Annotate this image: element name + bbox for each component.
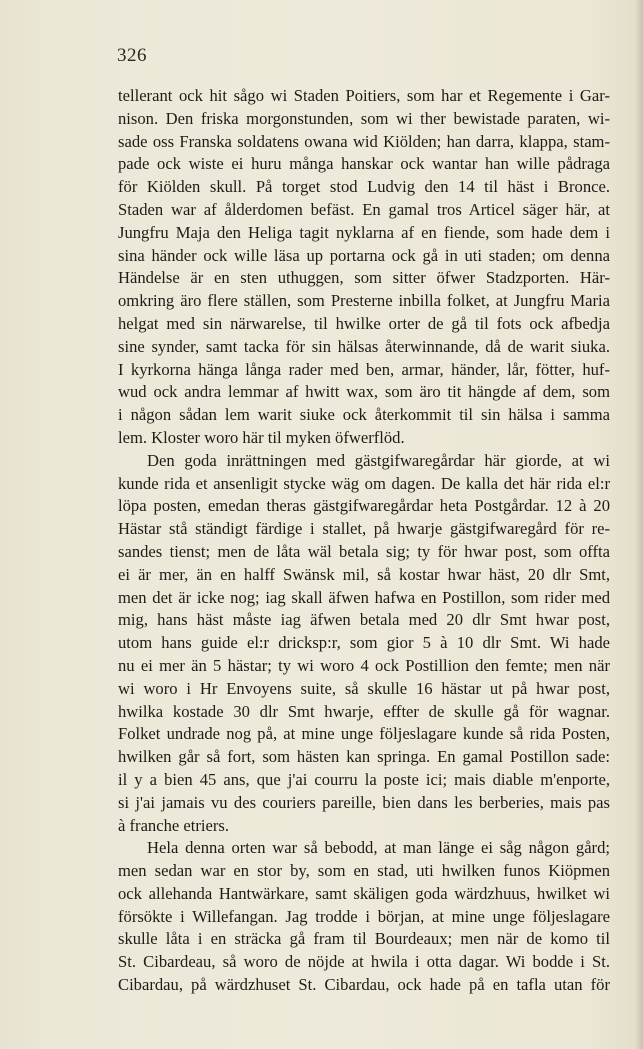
text-line: försökte i Willefangan. Jag trodde i början, at mine unge följeslagare [118, 906, 610, 926]
text-line: hwilka kostade 30 dlr Smt hwarje, effter de skulle gå för wagnar. [118, 701, 610, 721]
text-line: si j'ai jamais vu des couriers pareille, bien dans les berberies, mais pas [118, 792, 610, 812]
text-line: Jungfru Maja den Heliga tagit nyklarna af en fiende, som hade dem i [118, 222, 610, 242]
text-line: utom hans guide el:r dricksp:r, som gior 5 à 10 dlr Smt. Wi hade [118, 633, 610, 653]
text-line: wud ock andra lemmar af hwitt wax, som äro tit hängde af dem, som [118, 382, 610, 402]
text-line: men det är icke nog; iag skall äfwen hafwa en Postillon, som rider med [118, 587, 610, 607]
text-line: kunde rida et ansenligit stycke wäg om dagen. De kalla det här rida el:r [118, 473, 610, 493]
text-line: löpa posten, emedan theras gästgifwaregårdar heta Postgårdar. 12 à 20 [118, 496, 610, 516]
page-edge-shadow [635, 0, 643, 1049]
text-line: Hästar stå ständigt färdige i stallet, på hwarje gästgifwaregård för re- [118, 519, 610, 539]
text-line: il y a bien 45 ans, que j'ai courru la poste ici; mais diable m'enporte, [118, 769, 610, 789]
text-line: I kyrkorna hänga långa rader med ben, armar, händer, lår, fötter, huf- [118, 359, 610, 379]
text-line: Cibardau, på wärdzhuset St. Cibardau, ock hade på en tafla utan för [118, 975, 610, 995]
text-line: i någon sådan lem warit siuke ock återkommit til sin hälsa i samma [118, 405, 610, 425]
text-line: ei är mer, än en halff Swänsk mil, så kostar hwar häst, 20 dlr Smt, [118, 564, 610, 584]
text-line: St. Cibardeau, så woro de nöjde at hwila i otta dagar. Wi bodde i St. [118, 952, 610, 972]
text-line: hwilken går så fort, som hästen kan springa. En gamal Postillon sade: [118, 747, 610, 767]
text-line: helgat med sin närwarelse, til hwilke orter de gå til fots ock afbedja [118, 313, 610, 333]
page-number: 326 [117, 45, 147, 66]
text-line: Folket undrade nog på, at mine unge följeslagare kunde så rida Posten, [118, 724, 610, 744]
body-text [118, 85, 610, 997]
text-line: ock allehanda Hantwärkare, samt skäligen goda wärdzhuus, hwilket wi [118, 883, 610, 903]
text-line: sine synder, samt tacka för sin hälsas återwinnande, då de warit siuka. [118, 336, 610, 356]
text-line: pade ock wiste ei huru många hanskar ock wantar han wille pådraga [118, 154, 610, 174]
text-line: sina händer ock wille läsa up portarna ock gå in uti staden; om denna [118, 245, 610, 265]
text-line: lem. Kloster woro här til myken öfwerflöd. [118, 427, 405, 447]
text-line: à franche etriers. [118, 815, 230, 835]
text-line: nison. Den friska morgonstunden, som wi ther bewistade paraten, wi- [118, 108, 610, 128]
text-line: tellerant ock hit sågo wi Staden Poitiers, som har et Regemente i Gar- [118, 86, 610, 105]
text-line: omkring äro flere ställen, som Presterne inbilla folket, at Jungfru Maria [118, 291, 610, 311]
text-line: Staden war af ålderdomen befäst. En gamal tros Articel säger här, at [118, 199, 610, 219]
text-line: Händelse är en sten uthuggen, som sitter öfwer Stadzporten. Här- [118, 268, 610, 288]
text-line: men sedan war en stor by, som en stad, uti hwilken funos Kiöpmen [118, 861, 610, 881]
text-line: wi woro i Hr Envoyens suite, så skulle 16 hästar ut på hwar post, [118, 678, 610, 698]
text-line: nu ei mer än 5 hästar; ty wi woro 4 ock Postillion den femte; men när [118, 655, 610, 675]
text-line: sandes tienst; men de låta wäl betala sig; ty för hwar post, som offta [118, 541, 610, 561]
text-line: för Kiölden skull. På torget stod Ludvig den 14 til häst i Bronce. [118, 177, 610, 197]
text-line: Hela denna orten war så bebodd, at man länge ei såg någon gård; [147, 838, 610, 858]
text-line: mig, hans häst måste iag äfwen betala med 20 dlr Smt hwar post, [118, 610, 610, 630]
text-line: skulle låta i en sträcka gå fram til Bourdeaux; men när de komo til [118, 929, 610, 949]
text-line: Den goda inrättningen med gästgifwaregårdar här giorde, at wi [147, 450, 610, 470]
text-line: sade oss Franska soldatens owana wid Kiölden; han darra, klappa, stam- [118, 131, 610, 151]
